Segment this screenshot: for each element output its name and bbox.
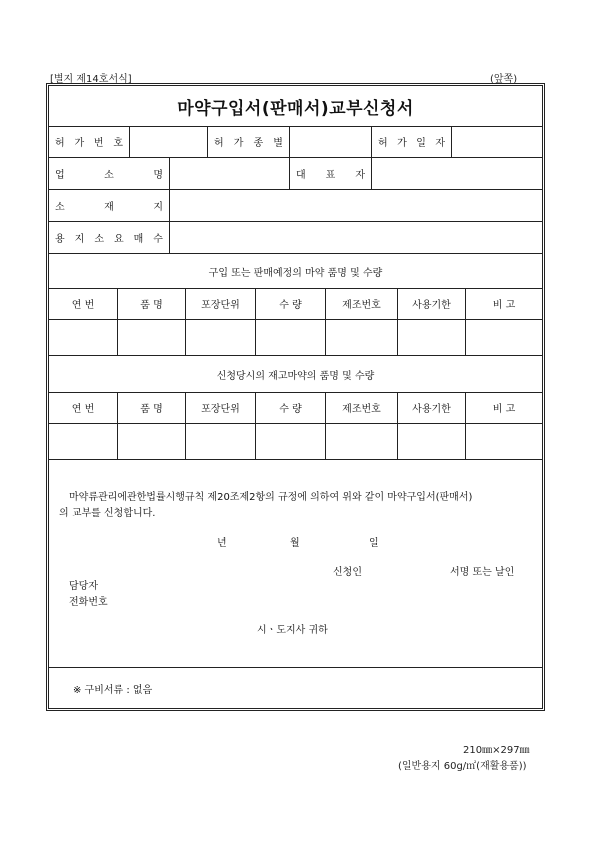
date-month-label: 월 xyxy=(290,538,300,549)
label-location: 소 재 지 xyxy=(55,202,163,213)
remarks-field[interactable] xyxy=(465,320,542,355)
col-header-lot-no: 제조번호 xyxy=(325,392,397,423)
section2-data-row xyxy=(49,424,542,460)
label-business-name: 업 소 명 xyxy=(55,170,163,181)
section2-header-row xyxy=(49,392,542,424)
col-header-package-unit: 포장단위 xyxy=(185,392,255,423)
col-header-serial: 연 번 xyxy=(71,300,95,311)
divider xyxy=(49,667,542,668)
label-permit-date: 허 가 일 자 xyxy=(371,126,451,157)
page-side-label: (앞쪽) xyxy=(490,74,518,85)
business-name-field[interactable] xyxy=(169,158,289,189)
applicant-label: 신청인 xyxy=(333,567,362,578)
package-unit-field[interactable] xyxy=(185,424,255,459)
form-title: 마약구입서(판매서)교부신청서 xyxy=(49,86,542,127)
col-header-quantity: 수 량 xyxy=(255,288,325,319)
expiry-field[interactable] xyxy=(397,424,465,459)
representative-field[interactable] xyxy=(371,158,542,189)
label-permit-no: 허 가 번 호 xyxy=(55,138,123,149)
form-number: [별지 제14호서식] xyxy=(50,74,132,85)
quantity-field[interactable] xyxy=(255,320,325,355)
statement-line1: 마약류관리에관한법률시행규칙 제20조제2항의 규정에 의하여 위와 같이 마약구입서(판매서) xyxy=(69,492,473,503)
attachments-note: ※ 구비서류 : 없음 xyxy=(73,685,153,696)
col-header-item-name: 품 명 xyxy=(117,392,185,423)
phone-label: 전화번호 xyxy=(69,597,108,608)
permit-row xyxy=(49,126,542,158)
label-form-count: 용 지 소 요 매 수 xyxy=(55,234,163,245)
form-count-row xyxy=(49,222,542,254)
label-permit-type: 허 가 종 별 xyxy=(207,126,289,157)
lot-no-field[interactable] xyxy=(325,424,397,459)
col-header-remarks: 비 고 xyxy=(465,392,542,423)
serial-field[interactable] xyxy=(49,424,117,459)
sign-or-seal-label: 서명 또는 날인 xyxy=(450,567,515,578)
section1-data-row xyxy=(49,320,542,356)
label-representative: 대 표 자 xyxy=(289,158,371,189)
section2-title: 신청당시의 재고마약의 품명 및 수량 xyxy=(49,356,542,393)
col-header-lot-no: 제조번호 xyxy=(325,288,397,319)
expiry-field[interactable] xyxy=(397,320,465,355)
serial-field[interactable] xyxy=(49,320,117,355)
business-row xyxy=(49,158,542,190)
col-header-expiry: 사용기한 xyxy=(397,392,465,423)
paper-size: 210㎜×297㎜ xyxy=(463,745,530,756)
date-year-label: 년 xyxy=(217,538,227,549)
statement-line2: 의 교부를 신청합니다. xyxy=(59,508,156,519)
person-in-charge-label: 담당자 xyxy=(69,581,98,592)
form-count-field[interactable] xyxy=(169,222,542,253)
form-frame xyxy=(46,83,545,711)
section1-header-row xyxy=(49,288,542,320)
col-header-quantity: 수 량 xyxy=(255,392,325,423)
col-header-serial: 연 번 xyxy=(71,404,95,415)
item-name-field[interactable] xyxy=(117,424,185,459)
item-name-field[interactable] xyxy=(117,320,185,355)
col-header-expiry: 사용기한 xyxy=(397,288,465,319)
col-header-item-name: 품 명 xyxy=(117,288,185,319)
addressee: 시ㆍ도지사 귀하 xyxy=(257,625,328,636)
permit-type-field[interactable] xyxy=(289,126,371,157)
permit-date-field[interactable] xyxy=(451,126,542,157)
col-header-package-unit: 포장단위 xyxy=(185,288,255,319)
date-day-label: 일 xyxy=(369,538,379,549)
location-field[interactable] xyxy=(169,190,542,221)
lot-no-field[interactable] xyxy=(325,320,397,355)
col-header-remarks: 비 고 xyxy=(465,288,542,319)
paper-spec: (일반용지 60g/㎡(재활용품)) xyxy=(398,761,527,772)
remarks-field[interactable] xyxy=(465,424,542,459)
package-unit-field[interactable] xyxy=(185,320,255,355)
quantity-field[interactable] xyxy=(255,424,325,459)
permit-no-field[interactable] xyxy=(129,126,207,157)
location-row xyxy=(49,190,542,222)
statement xyxy=(59,490,539,522)
section1-title: 구입 또는 판매예정의 마약 품명 및 수량 xyxy=(49,254,542,289)
